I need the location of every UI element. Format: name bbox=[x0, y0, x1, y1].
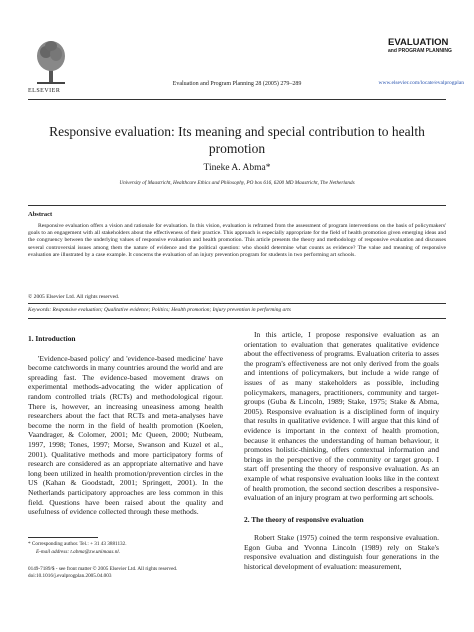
abstract-top-rule bbox=[28, 205, 446, 206]
journal-citation: Evaluation and Program Planning 28 (2005) 279–289 bbox=[172, 81, 302, 87]
abstract-body: Responsive evaluation offers a vision and rationale for evaluation. In this vision, evaluation is reframed from the assessment of program interventions on the basis of policymakers' goals to an engagement with all stakeholders about the effectiveness of their practice. This approach is especially appropriate for the field of health promotion given emerging ideas and the congruency between the underlying values of responsive evaluation and health promotion. This article presents the theory and methodology of responsive evaluation and discusses several controversial issues among them the nature of evidence and the political question: who should determine what counts as evidence? The value and meaning of responsive evaluation are illustrated by a case example. It concerns the evaluation of an injury prevention program for students in two performing art schools. bbox=[28, 223, 446, 258]
keywords: Keywords: Responsive evaluation; Qualitative evidence; Politics; Health promotion; Injury prevention in performing arts bbox=[28, 307, 291, 313]
introduction-heading: 1. Introduction bbox=[28, 334, 76, 343]
issn-line: 0149-7189/$ - see front matter © 2005 Elsevier Ltd. All rights reserved. bbox=[28, 566, 178, 572]
doi-line: doi:10.1016/j.evalprogplan.2005.04.003 bbox=[28, 573, 112, 579]
corresponding-author-note: * Corresponding author. Tel.: + 31 43 3881132. bbox=[28, 541, 127, 547]
journal-logo-title: EVALUATION bbox=[388, 37, 449, 48]
introduction-paragraph: 'Evidence-based policy' and 'evidence-based medicine' have become catchwords in many countries around the world and are spreading fast. The evidence-based movement draws on experimental methods-advocating the wider application of random controlled trials (RCTs) and methodological rigour. There is, however, an increasing uneasiness among health researchers about the fact that RCTs and meta-analyses have become the norm in the field of health promotion (Koelen, Vaandrager, & Colomer, 2001; Mc Queen, 2000; Nutbeam, 1997, 1998; Tones, 1997; Morse, Swanson and Kuzel et al., 2001). Qualitative methods and more participatory forms of research are considered as an appropriate alternative and have long been utilized in health promotion/prevention circles in the US (Kahan & Goodstadt, 2001; Springett, 2001). In the Netherlands participatory approaches are less common in this field. Questions have been raised about the quality and usefulness of evidence collected through these methods. bbox=[28, 353, 223, 517]
keywords-rule bbox=[28, 303, 446, 304]
article-title: Responsive evaluation: Its meaning and special contribution to health promotion bbox=[49, 124, 425, 156]
right-paragraph-1: In this article, I propose responsive evaluation as an orientation to evaluation that generates qualitative evidence about the effectiveness of programs. Evaluation criteria to asses the program's effectiveness are not only derived from the goals and intentions of policymakers, but include a wide range of issues of as many stakeholders as possible, including policymakers, managers, practitioners, community and target-groups (Guba & Lincoln, 1989; Stake, 1975; Stake & Abma, 2005). Responsive evaluation is a disciplined form of inquiry that results in qualitative evidence. I will argue that this kind of evidence is important in the context of health promotion, because it enhances the understanding of human behaviour, it promotes holistic-thinking, offers contextual information and brings in the perspective of the community or target group. I start off presenting the theory of responsive evaluation. As an example of what responsive evaluation looks like in the context of health promotion, the second section describes a responsive-evaluation of an injury program at two performing art schools. bbox=[244, 330, 439, 503]
footnote-rule bbox=[28, 537, 98, 538]
author-affiliation: University of Maastricht, Healthcare Ethics and Philosophy, PO box 616, 6200 MD Maastricht, The Netherlands bbox=[119, 180, 355, 186]
header-rule bbox=[28, 99, 446, 100]
abstract-copyright: © 2005 Elsevier Ltd. All rights reserved. bbox=[28, 294, 120, 300]
elsevier-tree-logo bbox=[34, 38, 68, 86]
publisher-name: ELSEVIER bbox=[28, 88, 61, 94]
right-column bbox=[244, 330, 439, 572]
journal-website-link[interactable]: www.elsevier.com/locate/evalprogplan bbox=[378, 80, 464, 86]
section-2-paragraph: Robert Stake (1975) coined the term responsive evaluation. Egon Guba and Yvonna Lincoln (1989) rely on Stake's responsive evaluation and distinguish four generations in the historical development of evaluation: measurement, bbox=[244, 533, 439, 572]
journal-logo-subtitle: and PROGRAM PLANNING bbox=[388, 48, 452, 54]
abstract-heading: Abstract bbox=[28, 211, 53, 218]
keywords-bottom-rule bbox=[28, 318, 446, 319]
section-2-heading: 2. The theory of responsive evaluation bbox=[244, 514, 364, 524]
article-author: Tineke A. Abma* bbox=[203, 163, 271, 173]
introduction-section bbox=[28, 334, 223, 517]
email-note: E-mail address: t.abma@zw.unimaas.nl. bbox=[36, 549, 121, 555]
